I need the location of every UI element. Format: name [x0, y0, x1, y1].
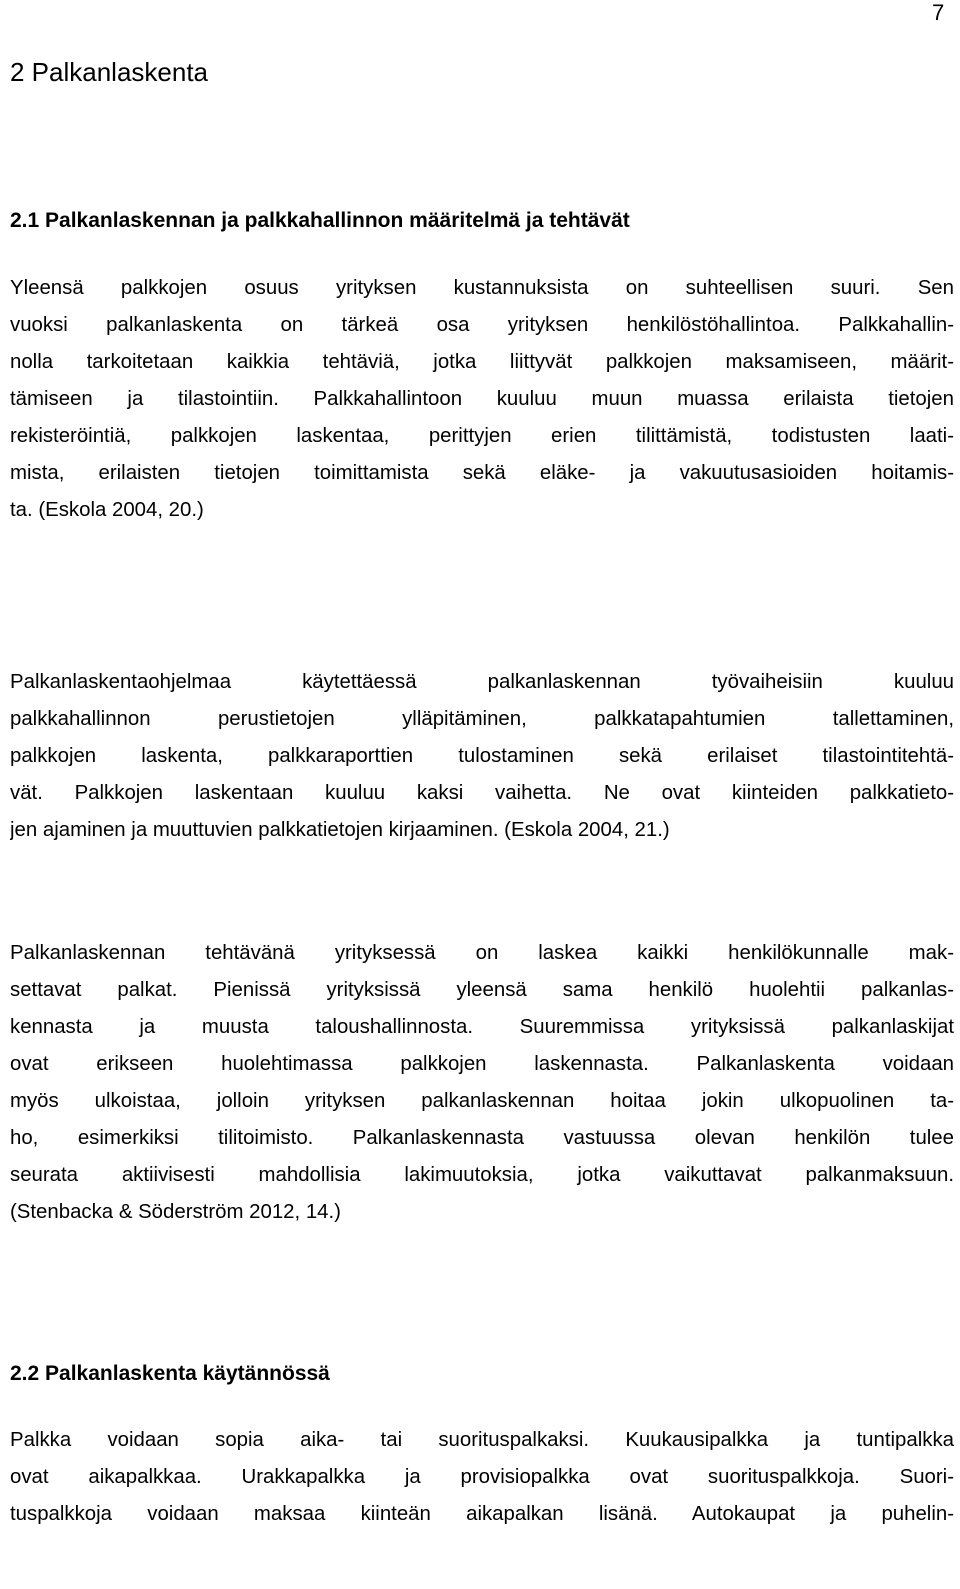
text-line: seurata aktiivisesti mahdollisia lakimuutoksia, jotka vaikuttavat palkanmaksuun. [10, 1164, 954, 1186]
text-line: vuoksi palkanlaskenta on tärkeä osa yrityksen henkilöstöhallintoa. Palkkahallin- [10, 314, 954, 336]
text-line: (Stenbacka & Söderström 2012, 14.) [10, 1201, 341, 1223]
text-line: ovat erikseen huolehtimassa palkkojen laskennasta. Palkanlaskenta voidaan [10, 1053, 954, 1075]
section-heading-2-2: 2.2 Palkanlaskenta käytännössä [10, 1362, 330, 1385]
text-line: jen ajaminen ja muuttuvien palkkatietojen kirjaaminen. (Eskola 2004, 21.) [10, 819, 670, 841]
paragraph-4 [10, 1422, 954, 1533]
page-number: 7 [932, 0, 945, 25]
paragraph-2 [10, 664, 954, 849]
text-line: vät. Palkkojen laskentaan kuuluu kaksi vaihetta. Ne ovat kiinteiden palkkatieto- [10, 782, 954, 804]
text-line: nolla tarkoitetaan kaikkia tehtäviä, jotka liittyvät palkkojen maksamiseen, määrit- [10, 351, 954, 373]
text-line: mista, erilaisten tietojen toimittamista sekä eläke- ja vakuutusasioiden hoitamis- [10, 462, 954, 484]
paragraph-3 [10, 935, 954, 1231]
text-line: Palkanlaskennan tehtävänä yrityksessä on laskea kaikki henkilökunnalle mak- [10, 942, 954, 964]
text-line: Palkanlaskentaohjelmaa käytettäessä palkanlaskennan työvaiheisiin kuuluu [10, 671, 954, 693]
paragraph-1 [10, 270, 954, 529]
text-line: rekisteröintiä, palkkojen laskentaa, perittyjen erien tilittämistä, todistusten laati- [10, 425, 954, 447]
text-line: palkkojen laskenta, palkkaraporttien tulostaminen sekä erilaiset tilastointitehtä- [10, 745, 954, 767]
text-line: settavat palkat. Pienissä yrityksissä yleensä sama henkilö huolehtii palkanlas- [10, 979, 954, 1001]
text-line: ho, esimerkiksi tilitoimisto. Palkanlaskennasta vastuussa olevan henkilön tulee [10, 1127, 954, 1149]
text-line: myös ulkoistaa, jolloin yrityksen palkanlaskennan hoitaa jokin ulkopuolinen ta- [10, 1090, 954, 1112]
text-line: Yleensä palkkojen osuus yrityksen kustannuksista on suhteellisen suuri. Sen [10, 277, 954, 299]
text-line: tämiseen ja tilastointiin. Palkkahallintoon kuuluu muun muassa erilaista tietojen [10, 388, 954, 410]
text-line: Palkka voidaan sopia aika- tai suorituspalkaksi. Kuukausipalkka ja tuntipalkka [10, 1429, 954, 1451]
text-line: ta. (Eskola 2004, 20.) [10, 499, 204, 521]
text-line: tuspalkkoja voidaan maksaa kiinteän aikapalkan lisänä. Autokaupat ja puhelin- [10, 1503, 954, 1525]
text-line: ovat aikapalkkaa. Urakkapalkka ja provisiopalkka ovat suorituspalkkoja. Suori- [10, 1466, 954, 1488]
section-heading-2-1: 2.1 Palkanlaskennan ja palkkahallinnon määritelmä ja tehtävät [10, 209, 630, 232]
text-line: palkkahallinnon perustietojen ylläpitäminen, palkkatapahtumien tallettaminen, [10, 708, 954, 730]
chapter-heading: 2 Palkanlaskenta [10, 57, 209, 87]
text-line: kennasta ja muusta taloushallinnosta. Suuremmissa yrityksissä palkanlaskijat [10, 1016, 954, 1038]
